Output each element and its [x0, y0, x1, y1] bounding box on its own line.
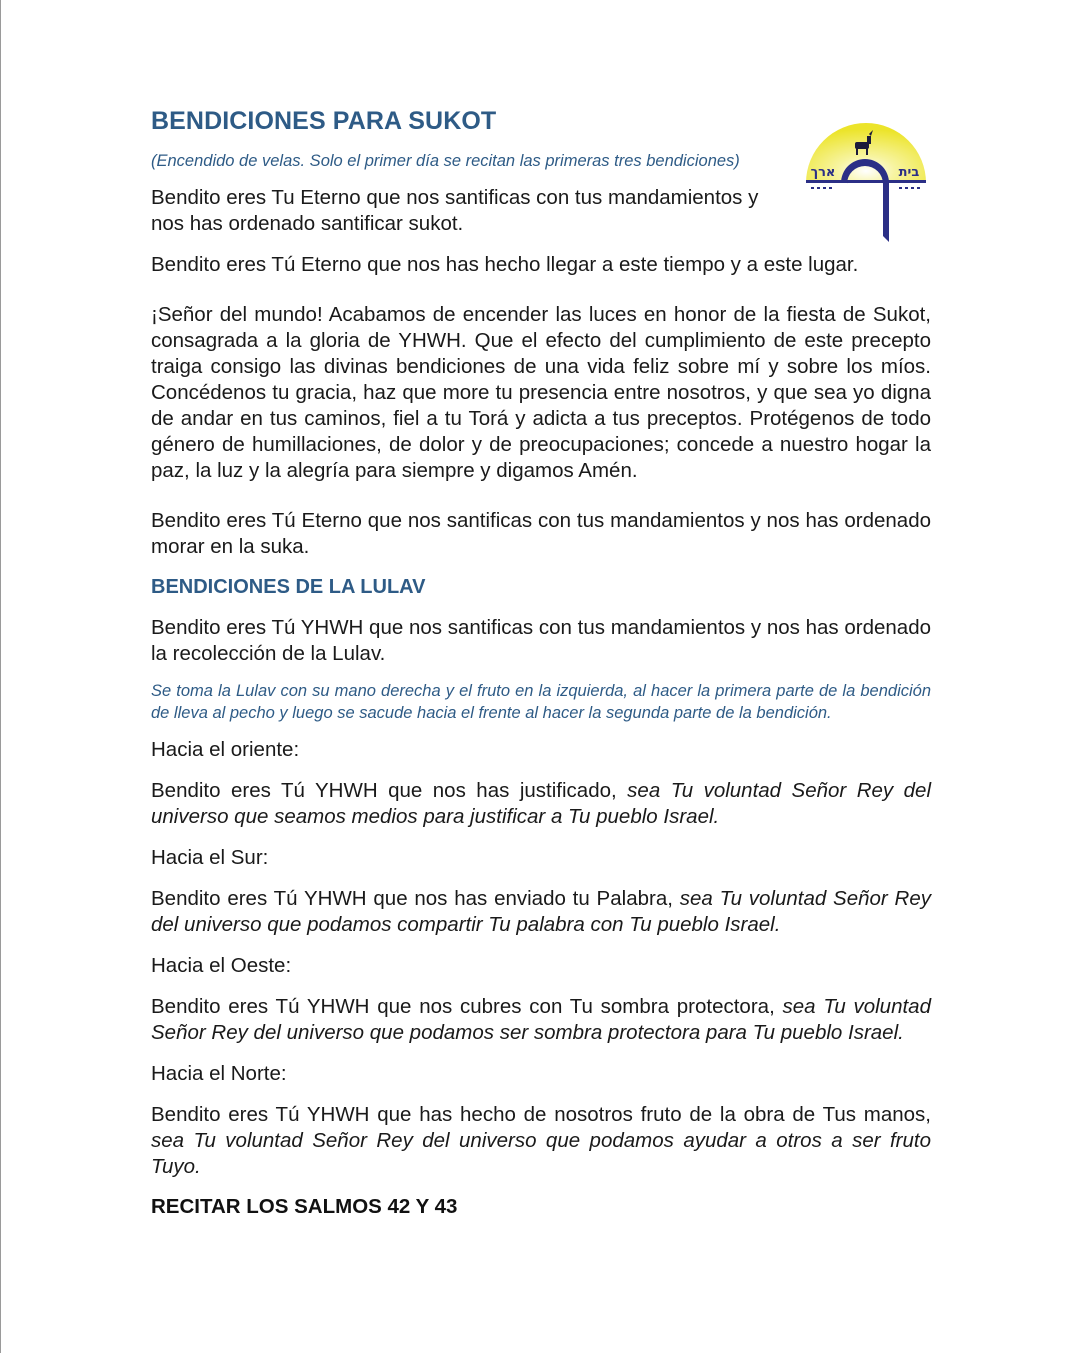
- prayer-paragraph: ¡Señor del mundo! Acabamos de encender las luces en honor de la fiesta de Sukot, consagrada a la gloria de YHWH. Que el efecto del cumplimiento de este precepto traiga consigo las divinas bendiciones de una vida feliz sobre mí y sobre los míos. Concédenos tu gracia, haz que more tu presencia entre nosotros, y que sea yo digna de andar en tus caminos, fiel a tu Torá y adicta a tus preceptos. Protégenos de todo género de humillaciones, de dolor y de preocupaciones; concede a nuestro hogar la paz, la luz y la alegría para siempre y digamos Amén.: [151, 303, 931, 482]
- logo-left-word: ארך: [810, 165, 836, 180]
- blessing-west-text: Bendito eres Tú YHWH que nos cubres con Tu sombra protectora,: [151, 995, 783, 1018]
- blessing-north: [151, 1102, 931, 1180]
- blessing-2: Bendito eres Tú Eterno que nos has hecho llegar a este tiempo y a este lugar.: [151, 253, 859, 276]
- blessing-west: [151, 994, 931, 1046]
- blessing-west-italic: sea Tu voluntad Señor Rey del universo que podamos ser sombra protectora para Tu pueblo Israel.: [151, 995, 931, 1044]
- blessing-suka: Bendito eres Tú Eterno que nos santificas con tus mandamientos y nos has ordenado morar en la suka.: [151, 509, 931, 558]
- direction-east-label: Hacia el oriente:: [151, 738, 300, 761]
- logo-right-word: בית: [898, 165, 920, 180]
- blessing-north-italic: sea Tu voluntad Señor Rey del universo que podamos ayudar a otros a ser fruto Tuyo.: [151, 1129, 931, 1178]
- lulav-note: Se toma la Lulav con su mano derecha y el fruto en la izquierda, al hacer la primera parte de la bendición de lleva al pecho y luego se sacude hacia el frente al hacer la segunda parte de la bendición.: [151, 682, 931, 722]
- blessing-lulav: Bendito eres Tú YHWH que nos santificas con tus mandamientos y nos has ordenado la recolección de la Lulav.: [151, 616, 931, 665]
- blessing-east: [151, 778, 931, 830]
- intro-note: (Encendido de velas. Solo el primer día se recitan las primeras tres bendiciones): [151, 152, 740, 170]
- subtitle-lulav: BENDICIONES DE LA LULAV: [151, 576, 426, 598]
- blessing-east-italic: sea Tu voluntad Señor Rey del universo que seamos medios para justificar a Tu pueblo Israel.: [151, 779, 932, 828]
- blessing-1: Bendito eres Tu Eterno que nos santificas con tus mandamientos y nos has ordenado santificar sukot.: [151, 186, 759, 235]
- blessing-south: [151, 886, 931, 938]
- page-edge: [0, 0, 1, 1353]
- recite-psalms: RECITAR LOS SALMOS 42 Y 43: [151, 1195, 458, 1218]
- direction-west-label: Hacia el Oeste:: [151, 954, 292, 977]
- page-title: BENDICIONES PARA SUKOT: [151, 107, 497, 135]
- blessing-east-text: Bendito eres Tú YHWH que nos has justificado,: [151, 779, 628, 802]
- direction-south-label: Hacia el Sur:: [151, 846, 269, 869]
- blessing-south-text: Bendito eres Tú YHWH que nos has enviado tu Palabra,: [151, 887, 680, 910]
- direction-north-label: Hacia el Norte:: [151, 1062, 287, 1085]
- blessing-south-italic: sea Tu voluntad Señor Rey del universo que podamos compartir Tu palabra con Tu pueblo Israel.: [151, 887, 932, 936]
- blessing-north-text: Bendito eres Tú YHWH que has hecho de nosotros fruto de la obra de Tus manos,: [151, 1103, 931, 1126]
- document-page: [151, 104, 931, 1220]
